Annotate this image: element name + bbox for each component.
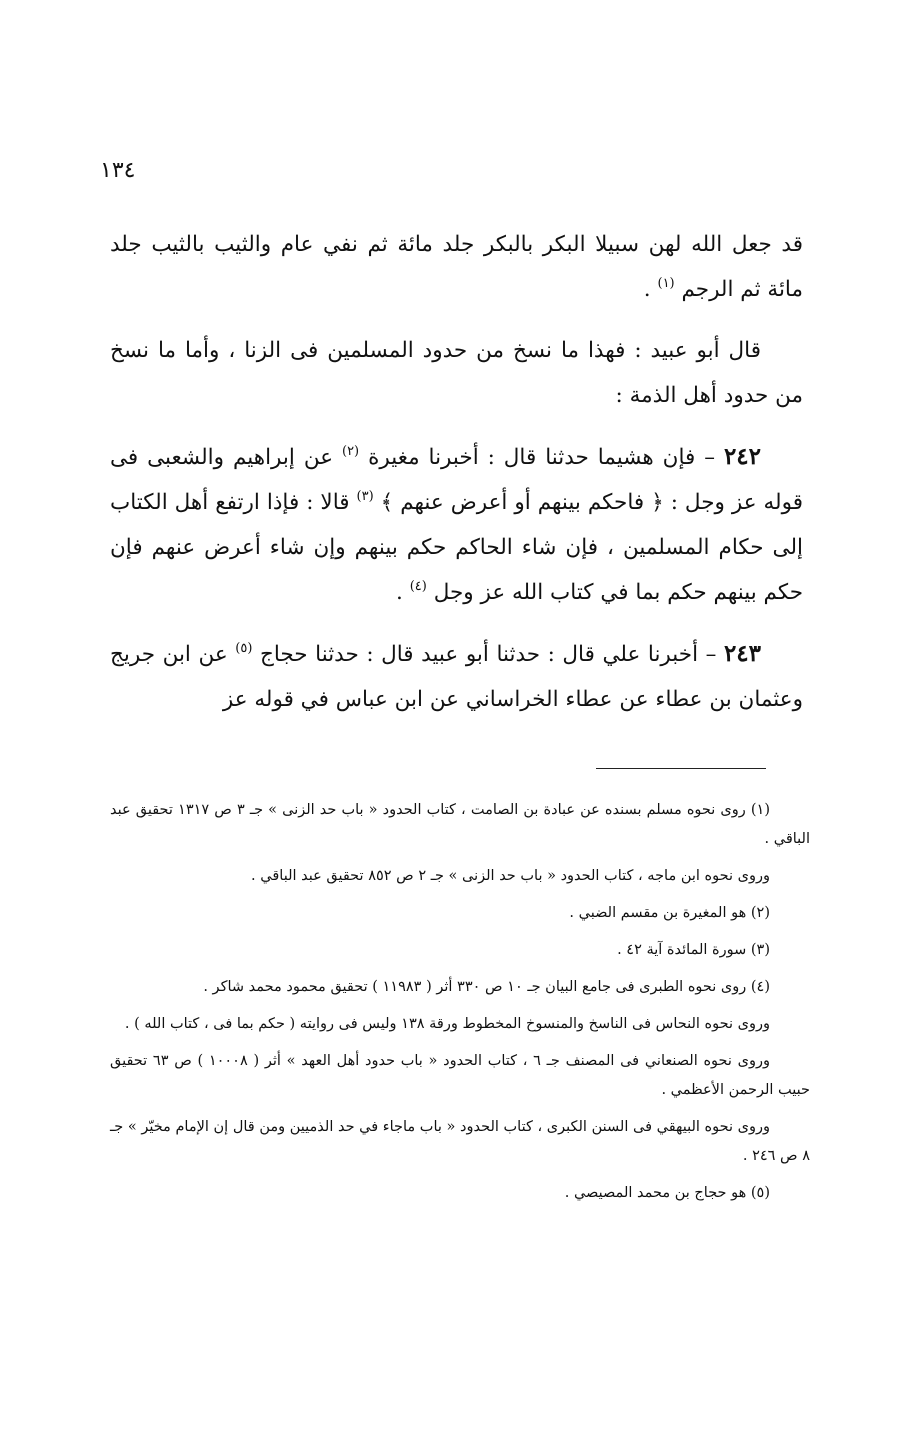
paragraph-3-end: . — [396, 580, 403, 605]
footnote-4: (٤) روى نحوه الطبرى فى جامع البيان جـ ١٠ ص ٣٣٠ أثر ( ١١٩٨٣ ) تحقيق محمود محمد شاكر . — [203, 979, 770, 995]
footnote-3: (٣) سورة المائدة آية ٤٢ . — [617, 942, 770, 958]
paragraph-4 — [110, 631, 803, 722]
paragraph-4-part-a: – أخبرنا علي قال : حدثنا أبو عبيد قال : حدثنا حجاج — [259, 642, 717, 667]
footnote-separator — [596, 768, 766, 769]
footnote-ref-2: (٢) — [341, 444, 360, 459]
footnote-ref-5: (٥) — [235, 641, 253, 656]
footnotes — [110, 796, 810, 1216]
footnote-ref-1: (١) — [657, 276, 675, 291]
footnote-5: (٥) هو حجاج بن محمد المصيصي . — [564, 1185, 770, 1201]
paragraph-1-end: . — [643, 277, 651, 302]
hadith-number-242: ٢٤٢ — [723, 443, 761, 470]
footnote-2: (٢) هو المغيرة بن مقسم الضبي . — [569, 905, 770, 921]
page-number: ١٣٤ — [100, 158, 136, 183]
footnote-ref-3: (٣) — [356, 489, 374, 504]
paragraph-4-part-b: عن ابن جريج وعثمان بن عطاء عن عطاء الخراساني عن ابن عباس في قوله عز — [110, 642, 803, 712]
paragraph-2 — [110, 328, 803, 418]
paragraph-3-part-b: عن إبراهيم والشعبى فى قوله عز وجل : ﴿ فاحكم بينهم أو أعرض عنهم ﴾ — [110, 445, 803, 515]
footnote-4-continued-b: وروى نحوه الصنعاني فى المصنف جـ ٦ ، كتاب الحدود « باب حدود أهل العهد » أثر ( ١٠٠٠٨ ) ص ٦٣ تحقيق حبيب الرحمن الأعظمي . — [110, 1053, 810, 1098]
paragraph-1 — [110, 222, 803, 312]
paragraph-3-part-a: – فإن هشيما حدثنا قال : أخبرنا مغيرة — [368, 445, 715, 470]
paragraph-2-text: قال أبو عبيد : فهذا ما نسخ من حدود المسلمين فى الزنا ، وأما ما نسخ من حدود أهل الذمة : — [110, 338, 803, 408]
footnote-1: (١) روى نحوه مسلم بسنده عن عبادة بن الصامت ، كتاب الحدود « باب حد الزنى » جـ ٣ ص ١٣١٧ تحقيق عبد الباقي . — [110, 802, 810, 847]
paragraph-3-part-c: قالا : فإذا ارتفع أهل الكتاب إلى حكام المسلمين ، فإن شاء الحاكم حكم بينهم وإن شاء أعرض عنهم فإن حكم بينهم حكم بما في كتاب الله عز وجل — [110, 490, 803, 605]
paragraph-1-text: قد جعل الله لهن سبيلا البكر بالبكر جلد مائة ثم نفي عام والثيب بالثيب جلد مائة ثم الرجم — [110, 232, 803, 302]
paragraph-3 — [110, 434, 803, 615]
main-text — [110, 222, 803, 738]
footnote-ref-4: (٤) — [409, 579, 427, 594]
footnote-1-continued: وروى نحوه ابن ماجه ، كتاب الحدود « باب حد الزنى » جـ ٢ ص ٨٥٢ تحقيق عبد الباقي . — [251, 868, 770, 884]
footnote-4-continued-a: وروى نحوه النحاس فى الناسخ والمنسوخ المخطوط ورقة ١٣٨ وليس فى روايته ( حكم بما فى ، كتاب الله ) . — [124, 1016, 770, 1032]
hadith-number-243: ٢٤٣ — [723, 640, 762, 667]
footnote-4-continued-c: وروى نحوه البيهقي فى السنن الكبرى ، كتاب الحدود « باب ماجاء في حد الذميين ومن قال إن الإمام مخيّر » جـ ٨ ص ٢٤٦ . — [110, 1119, 810, 1164]
